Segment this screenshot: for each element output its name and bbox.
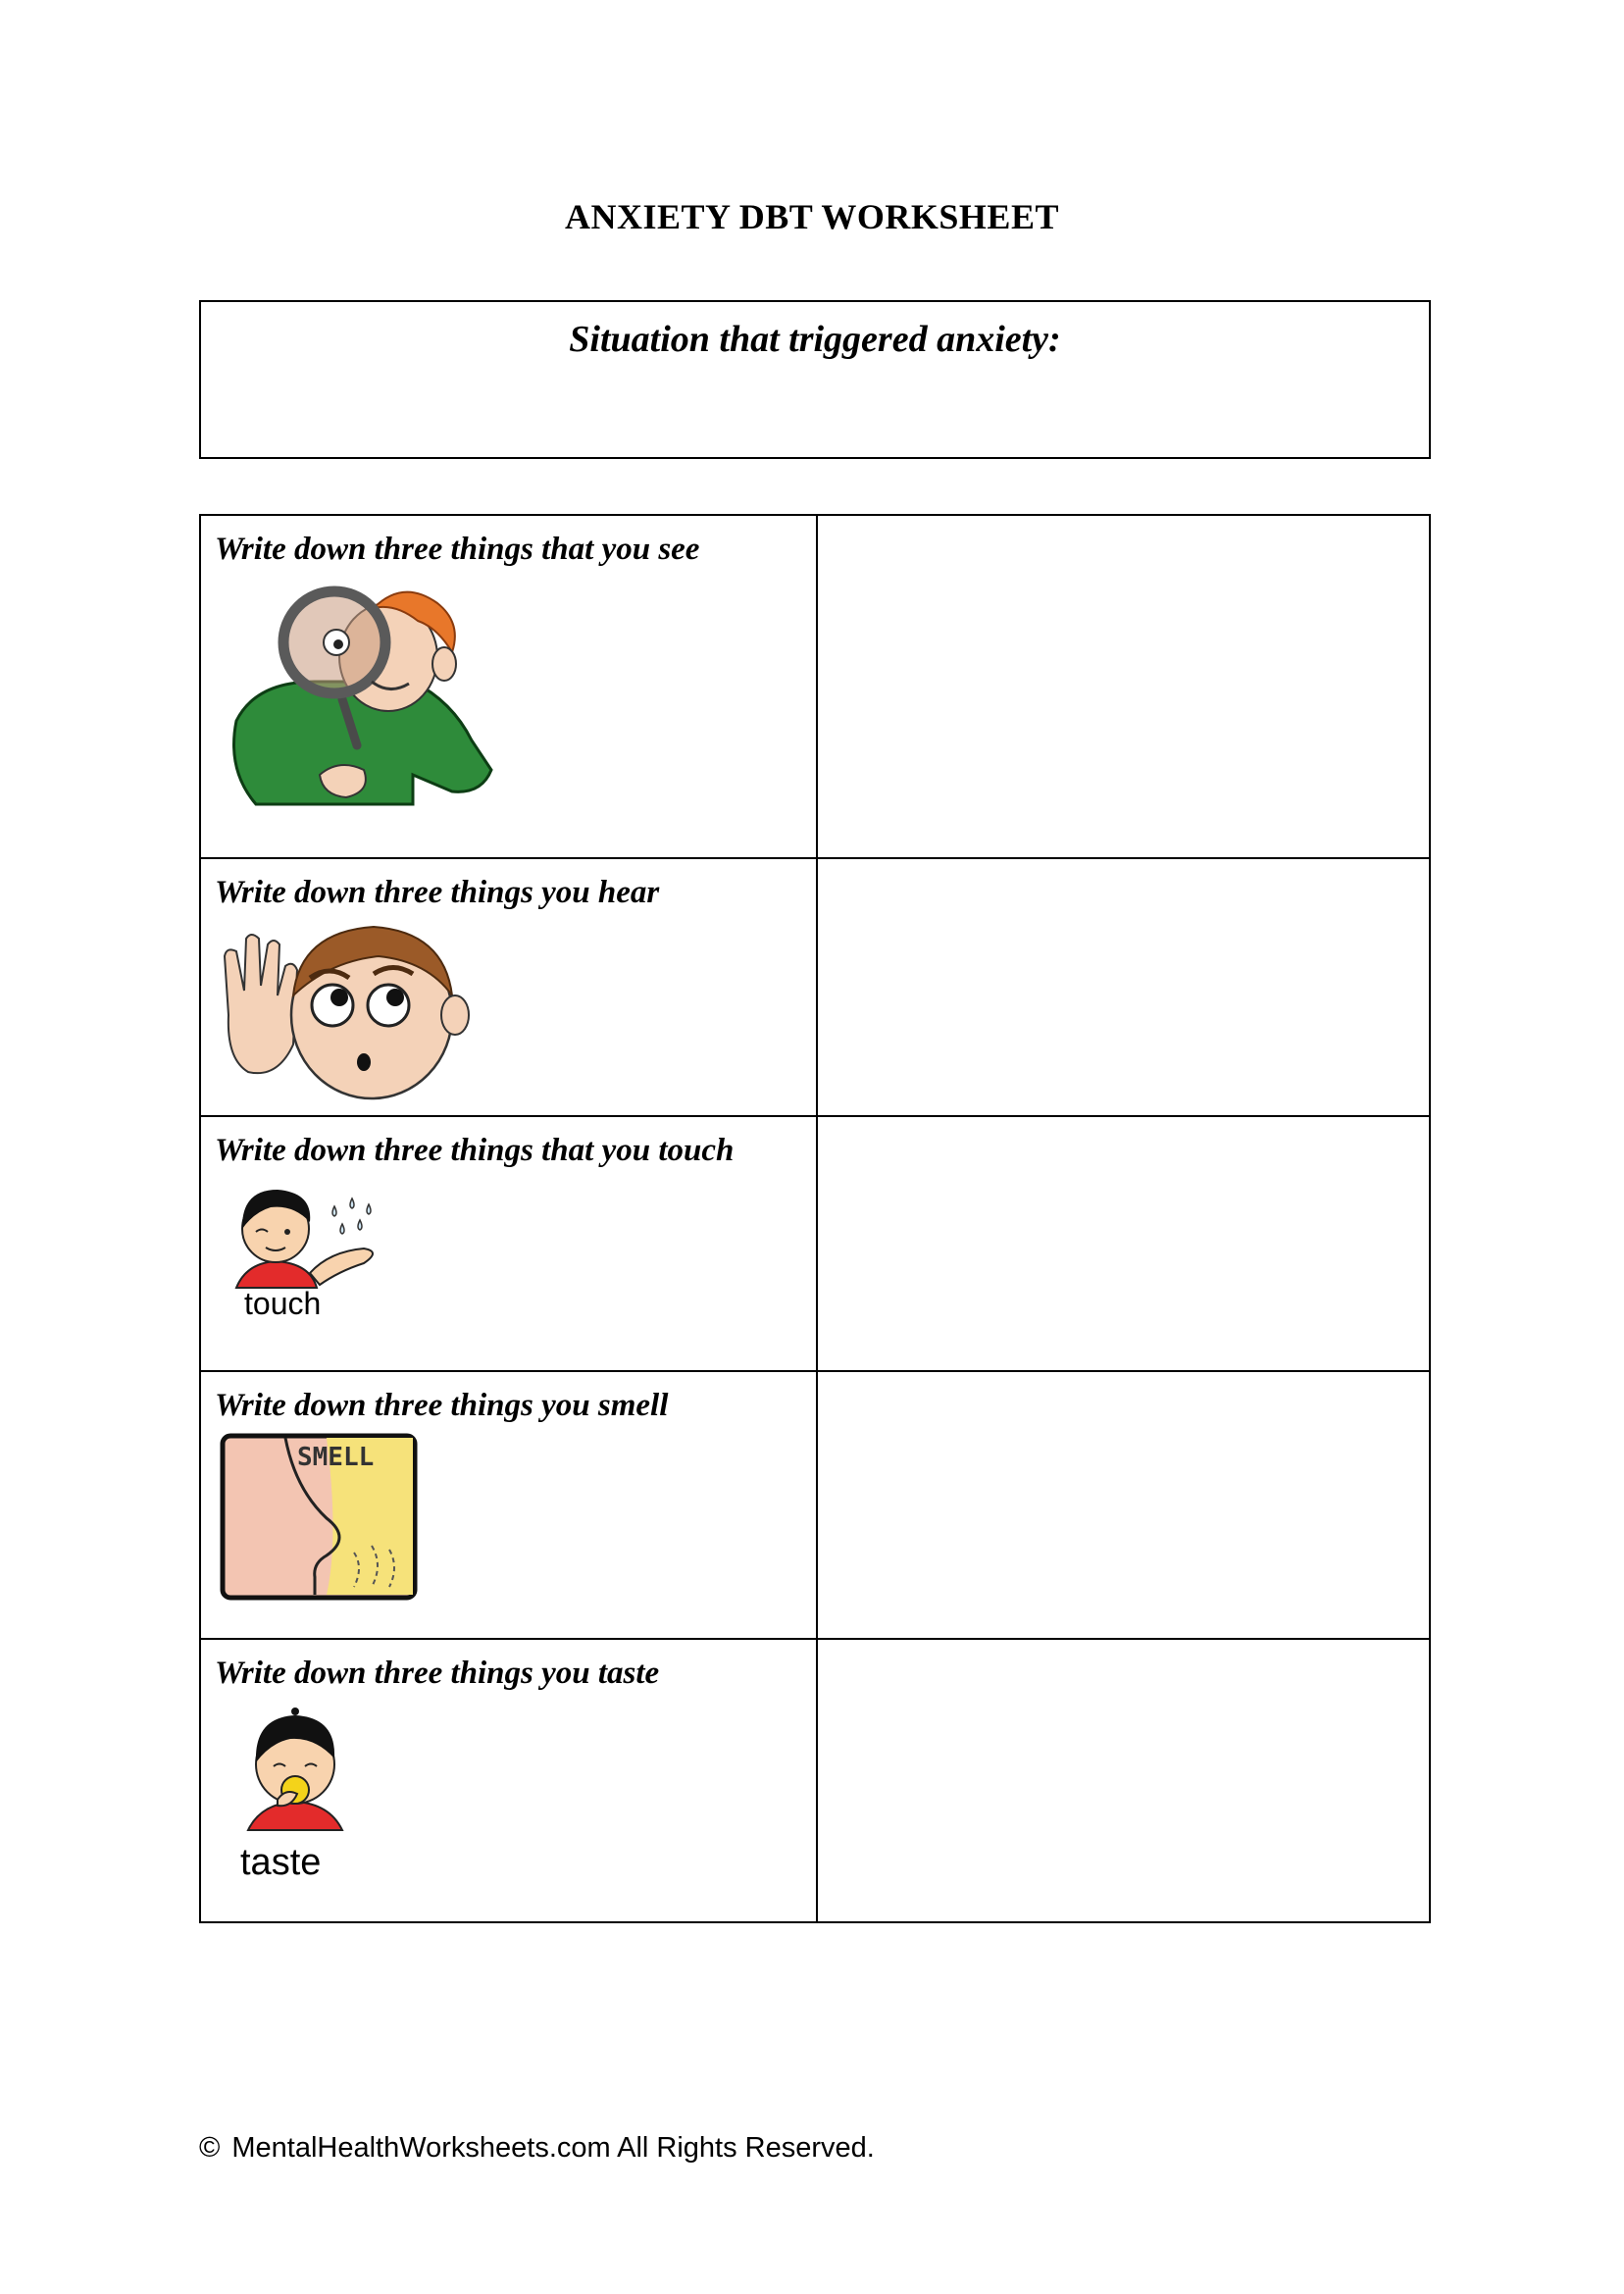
situation-label: Situation that triggered anxiety: — [569, 319, 1061, 360]
page-title: ANXIETY DBT WORKSHEET — [565, 197, 1059, 236]
prompt-cell-smell — [200, 1371, 817, 1639]
answer-cell-touch[interactable] — [817, 1116, 1430, 1371]
prompt-hear: Write down three things you hear — [215, 875, 660, 910]
listening-face-icon — [217, 917, 472, 1103]
copyright-symbol: © — [199, 2132, 221, 2164]
smell-nose-icon — [217, 1430, 432, 1606]
situation-box[interactable] — [199, 300, 1431, 459]
table-row — [200, 1371, 1430, 1639]
prompt-taste: Write down three things you taste — [215, 1656, 660, 1691]
answer-cell-taste[interactable] — [817, 1639, 1430, 1922]
answer-cell-hear[interactable] — [817, 858, 1430, 1116]
senses-table — [199, 514, 1431, 1923]
touch-caption: touch — [244, 1286, 322, 1321]
answer-cell-smell[interactable] — [817, 1371, 1430, 1639]
prompt-cell-taste — [200, 1639, 817, 1922]
smell-caption: SMELL — [297, 1443, 375, 1472]
table-row — [200, 515, 1430, 858]
footer — [199, 2132, 875, 2165]
answer-cell-see[interactable] — [817, 515, 1430, 858]
prompt-cell-see — [200, 515, 817, 858]
prompt-see: Write down three things that you see — [215, 532, 700, 567]
prompt-touch: Write down three things that you touch — [215, 1133, 735, 1168]
table-row — [200, 858, 1430, 1116]
taste-caption: taste — [240, 1842, 322, 1883]
prompt-cell-hear — [200, 858, 817, 1116]
taste-boy-icon — [217, 1698, 432, 1884]
table-row — [200, 1116, 1430, 1371]
footer-text: MentalHealthWorksheets.com All Rights Reserved. — [231, 2132, 875, 2164]
table-row — [200, 1639, 1430, 1922]
prompt-cell-touch — [200, 1116, 817, 1371]
prompt-smell: Write down three things you smell — [215, 1388, 669, 1423]
touch-boy-icon — [217, 1175, 432, 1322]
magnifier-boy-icon — [217, 574, 501, 819]
